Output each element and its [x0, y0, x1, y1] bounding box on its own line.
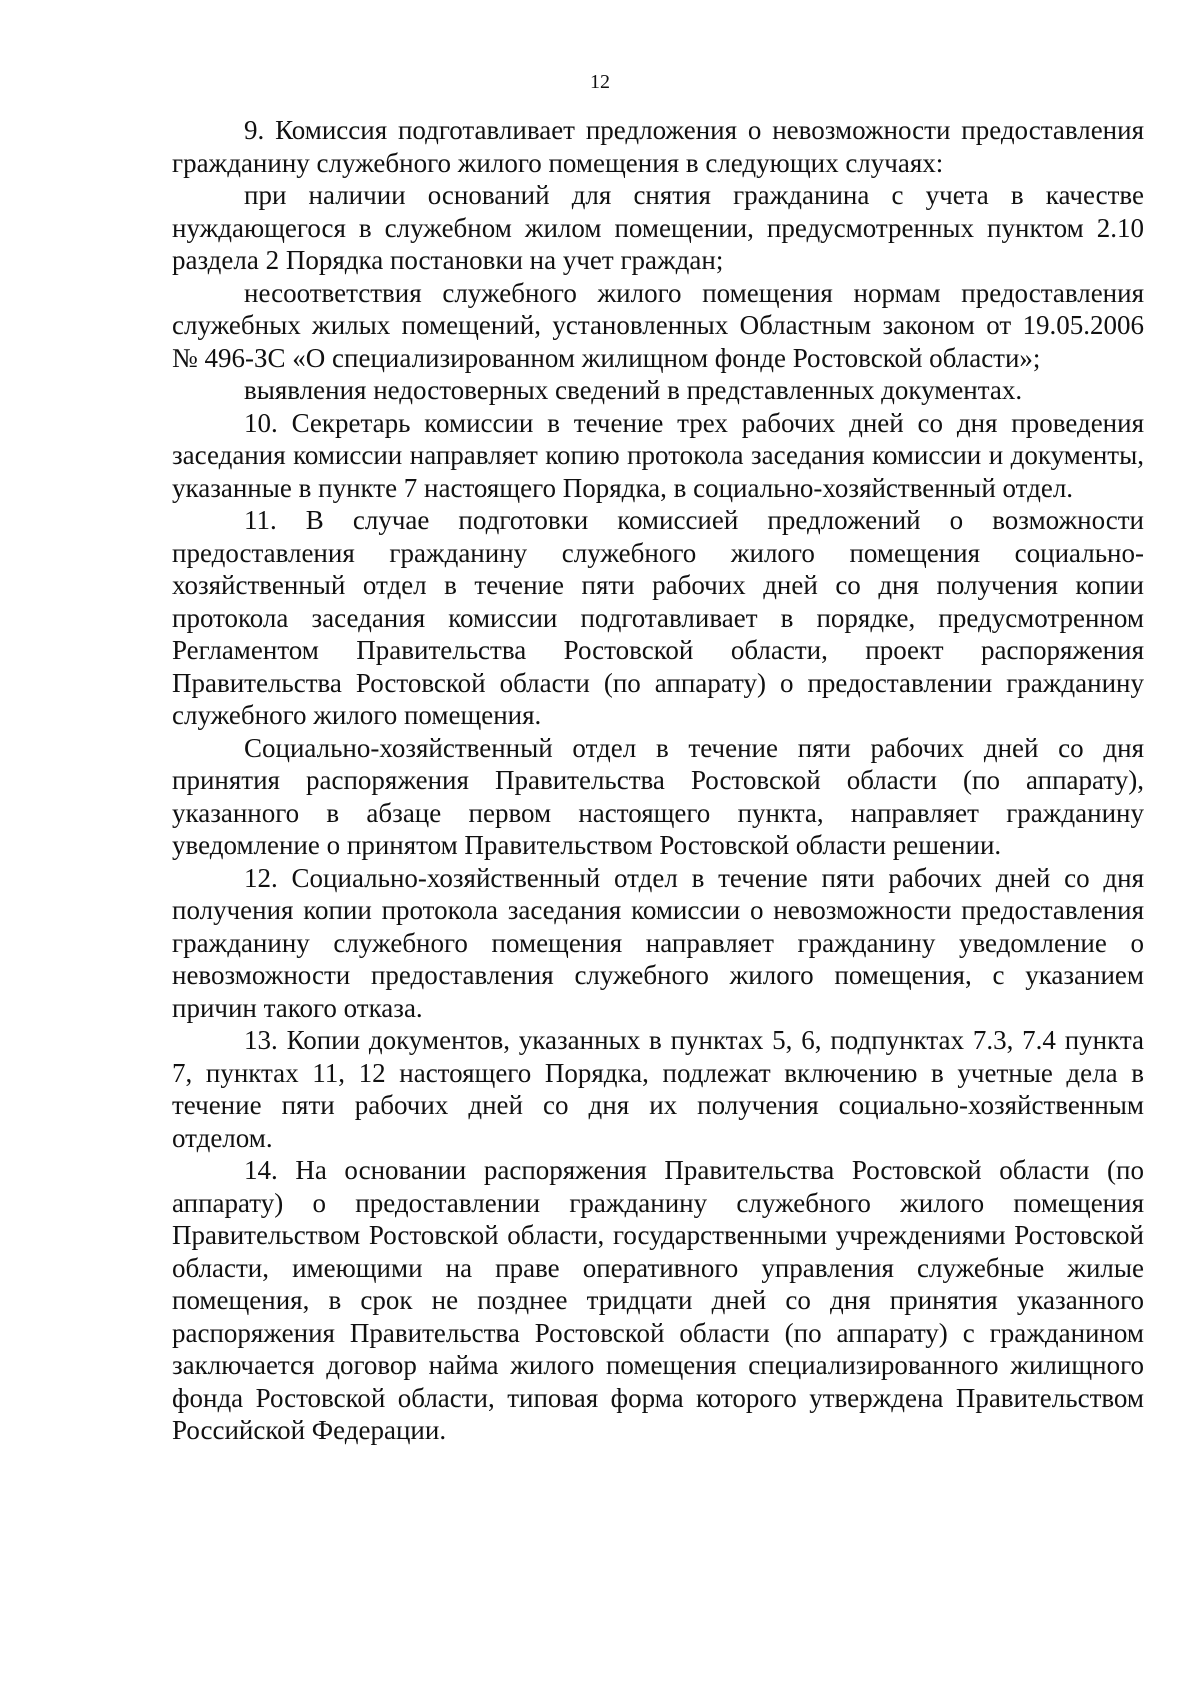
paragraph-item-9-case-false-info: выявления недостоверных сведений в представленных документах.: [244, 375, 1023, 405]
paragraph-item-13: 13. Копии документов, указанных в пунктах 5, 6, подпунктах 7.3, 7.4 пункта 7, пунктах 11, 12 настоящего Порядка, подлежат включению в учетные дела в течение пяти рабочих дней со дня их получения социально-хозяйственным отделом.: [172, 1025, 1144, 1153]
paragraph-item-10: 10. Секретарь комиссии в течение трех рабочих дней со дня проведения заседания комиссии направляет копию протокола заседания комиссии и документы, указанные в пункте 7 настоящего Порядка, в социально-хозяйственный отдел.: [172, 407, 1144, 503]
paragraph-item-9-case-deregistration: при наличии оснований для снятия гражданина с учета в качестве нуждающегося в служебном жилом помещении, предусмотренных пунктом 2.10 раздела 2 Порядка постановки на учет граждан;: [172, 180, 1144, 275]
paragraph-item-11-notification: Социально-хозяйственный отдел в течение пяти рабочих дней со дня принятия распоряжения Правительства Ростовской области (по аппарату), указанного в абзаце первом настоящего пункта, направляет гражданину уведомление о принятом Правительством Ростовской области решении.: [172, 732, 1144, 860]
paragraph-item-9: 9. Комиссия подготавливает предложения о невозможности предоставления гражданину служебного жилого помещения в следующих случаях:: [172, 115, 1144, 178]
paragraph-item-11: 11. В случае подготовки комиссией предложений о возможности предоставления гражданину служебного жилого помещения социально-хозяйственный отдел в течение пяти рабочих дней со дня получения копии протокола заседания комиссии подготавливает в порядке, предусмотренном Регламентом Правительства Ростовской области, проект распоряжения Правительства Ростовской области (по аппарату) о предоставлении гражданину служебного жилого помещения.: [172, 505, 1144, 730]
paragraph-item-14: 14. На основании распоряжения Правительства Ростовской области (по аппарату) о предоставлении гражданину служебного жилого помещения Правительством Ростовской области, государственными учреждениями Ростовской области, имеющими на праве оперативного управления служебные жилые помещения, в срок не позднее тридцати дней со дня принятия указанного распоряжения Правительства Ростовской области (по аппарату) с гражданином заключается договор найма жилого помещения специализированного жилищного фонда Ростовской области, типовая форма которого утверждена Правительством Российской Федерации.: [172, 1155, 1144, 1445]
paragraph-item-9-case-norms-mismatch: несоответствия служебного жилого помещения нормам предоставления служебных жилых помещений, установленных Областным законом от 19.05.2006 № 496-ЗС «О специализированном жилищном фонде Ростовской области»;: [172, 277, 1144, 373]
paragraph-item-12: 12. Социально-хозяйственный отдел в течение пяти рабочих дней со дня получения копии протокола заседания комиссии о невозможности предоставления гражданину служебного помещения направляет гражданину уведомление о невозможности предоставления служебного жилого помещения, с указанием причин такого отказа.: [172, 862, 1144, 1023]
document-body: [172, 114, 1144, 1447]
page-number: 12: [590, 71, 610, 93]
